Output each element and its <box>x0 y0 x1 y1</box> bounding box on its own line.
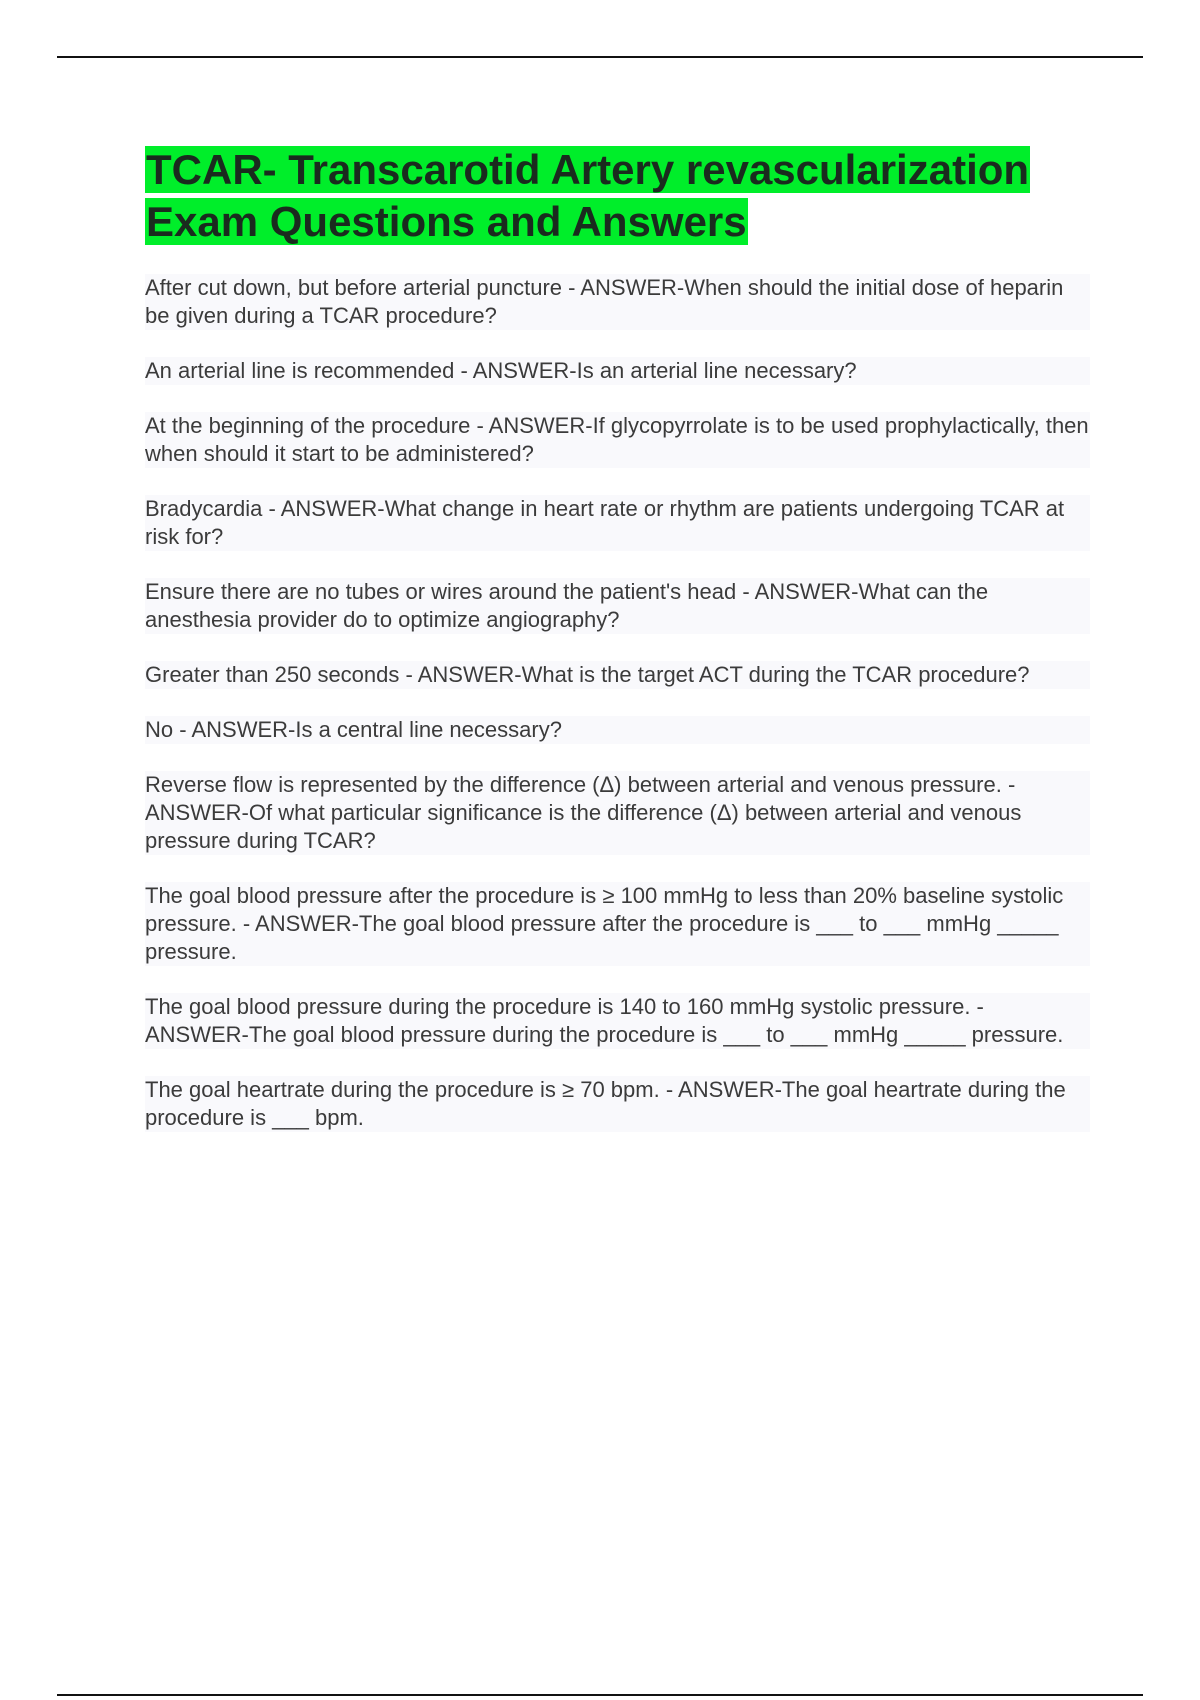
document-body <box>145 144 1090 1159</box>
qa-item: Ensure there are no tubes or wires around the patient's head - ANSWER-What can the anesthesia provider do to optimize angiography? <box>145 578 1090 634</box>
qa-item: At the beginning of the procedure - ANSWER-If glycopyrrolate is to be used prophylactically, then when should it start to be administered? <box>145 413 1089 466</box>
qa-item: An arterial line is recommended - ANSWER-Is an arterial line necessary? <box>145 357 1090 385</box>
bottom-divider <box>57 1694 1143 1696</box>
document-title <box>145 144 1090 248</box>
qa-item: Bradycardia - ANSWER-What change in heart rate or rhythm are patients undergoing TCAR at risk for? <box>145 495 1090 551</box>
qa-item: No - ANSWER-Is a central line necessary? <box>145 716 1090 744</box>
qa-item: After cut down, but before arterial puncture - ANSWER-When should the initial dose of heparin be given during a TCAR procedure? <box>145 274 1090 330</box>
qa-item: The goal blood pressure after the procedure is ≥ 100 mmHg to less than 20% baseline systolic pressure. - ANSWER-The goal blood pressure after the procedure is ___ to ___ mmHg _____ pressure. <box>145 882 1090 966</box>
qa-item: The goal blood pressure during the procedure is 140 to 160 mmHg systolic pressure. - ANSWER-The goal blood pressure during the procedure is ___ to ___ mmHg _____ pressure. <box>145 993 1090 1049</box>
qa-item: Reverse flow is represented by the difference (Δ) between arterial and venous pressure. - ANSWER-Of what particular significance is the difference (Δ) between arterial and venous pressure during TCAR? <box>145 771 1090 855</box>
qa-list <box>145 274 1090 1132</box>
title-highlight: TCAR- Transcarotid Artery revascularization Exam Questions and Answers <box>146 146 1030 245</box>
qa-item: The goal heartrate during the procedure is ≥ 70 bpm. - ANSWER-The goal heartrate during the procedure is ___ bpm. <box>145 1076 1090 1132</box>
qa-item: Greater than 250 seconds - ANSWER-What is the target ACT during the TCAR procedure? <box>145 661 1090 689</box>
top-divider <box>57 56 1143 58</box>
